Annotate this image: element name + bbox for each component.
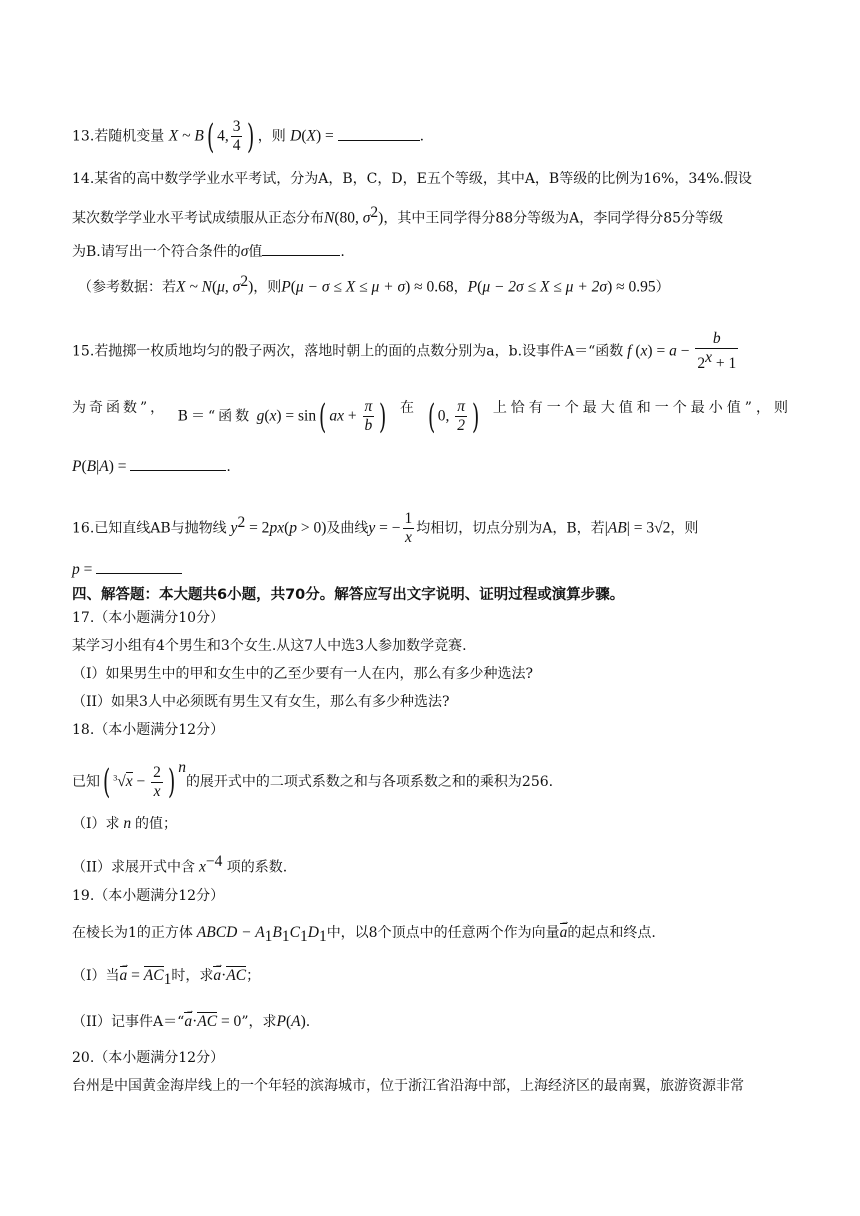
question-20-body: 台州是中国黄金海岸线上的一个年轻的滨海城市，位于浙江省沿海中部，上海经济区的最南翼，旅游资源非常 [72,1078,744,1094]
answer-blank[interactable] [262,240,340,256]
math-binomial: X ~ B [168,127,204,145]
question-19-head: 19.（本小题满分12分） [72,888,225,904]
question-18-part2: （II）求展开式中含 $x^{-4}$ 项的系数. [72,853,288,876]
question-18-body: 已知( $^3$√x − $\frac{2}{x}$ ) $^n$的展开式中的二项式系数之和与各项系数之和的乘积为256. [72,759,554,802]
question-17-part1: （I）如果男生中的甲和女生中的乙至少要有一人在内，那么有多少种选法? [72,666,534,682]
question-15-line2: 为奇函数”， B＝“函数 g(x) = sin( ax + $\frac{\pi}{b}$ ) 在 ( 0, $\frac{\pi}{2}$ ) 上恰有一个最大值和一个最小值”，则 [72,396,792,437]
question-15-line1: 15.若抛掷一枚质地均匀的骰子两次，落地时朝上的面的点数分别为a，b.设事件A＝“函数 f (x) = a − $\frac{b}{2^x + 1}$ [72,330,737,373]
question-14-line2: 某次数学学业水平考试成绩服从正态分布N(80, $\sigma^2$)，其中王同学得分88分等级为A，李同学得分85分等级 [72,204,724,227]
question-14-reference: （参考数据：若X ~ N(μ, $\sigma^2$)，则P(μ − σ ≤ X ≤ μ + σ) ≈ 0.68，P(μ − 2σ ≤ X ≤ μ + 2σ) ≈ 0.95） [78,273,670,296]
section-heading: 四、解答题：本大题共6小题，共70分。解答应写出文字说明、证明过程或演算步骤。 [72,587,625,603]
answer-blank[interactable] [338,125,420,141]
question-18-head: 18.（本小题满分12分） [72,722,225,738]
question-18-part1: （I）求 n 的值； [72,815,178,832]
question-19-body: 在棱长为1的正方体 ABCD − $A_1B_1C_1D_1$中，以8个顶点中的任意两个作为向量a →的起点和终点. [72,923,656,947]
question-19-part1: （I）当a → = $AC_1$时，求a →·AC； [72,966,260,990]
question-16-line1: 16.已知直线AB与抛物线 $y^2 = 2px(p > 0)$及曲线y = − $\frac{1}{x}$ 均相切，切点分别为A，B，若|AB| = 3√2，则 [72,510,699,546]
question-17-part2: （II）如果3人中必须既有男生又有女生，那么有多少种选法? [72,694,450,710]
question-15-line3: P(B|A) = . [72,455,231,477]
question-16-line2: p = [72,558,182,580]
question-17-body: 某学习小组有4个男生和3个女生.从这7人中选3人参加数学竞赛. [72,638,467,654]
question-14-line3: 为B.请写出一个符合条件的σ值 . [72,240,345,262]
question-20-head: 20.（本小题满分12分） [72,1050,225,1066]
answer-blank[interactable] [130,455,226,471]
question-19-part2: （II）记事件A＝“a →·AC = 0”，求P(A). [72,1012,310,1032]
question-14-line1: 14.某省的高中数学学业水平考试，分为A，B，C，D，E五个等级，其中A，B等级的比例为16%，34%.假设 [72,171,752,187]
question-13: 13.若随机变量 X ~ B( 4, $\frac{3}{4}$ ) ，则 D(X) = . [72,116,425,157]
answer-blank[interactable] [96,558,182,574]
question-17-head: 17.（本小题满分10分） [72,610,225,626]
